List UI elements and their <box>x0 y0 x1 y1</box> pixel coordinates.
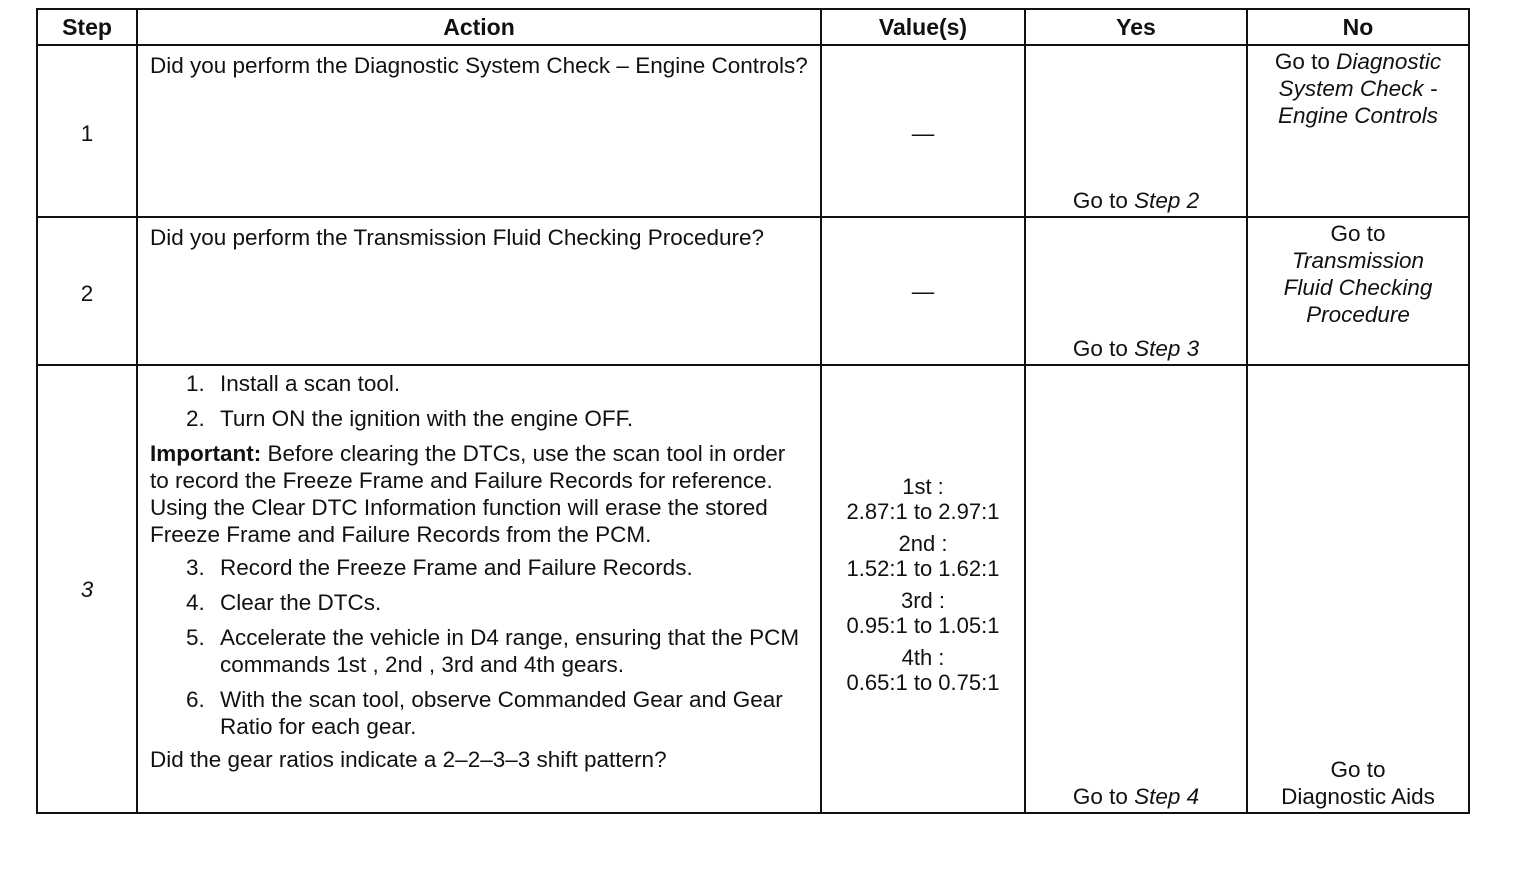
important-note <box>150 440 810 548</box>
step-number: 2 <box>80 281 94 306</box>
header-no: No <box>1247 9 1469 45</box>
no-prefix: Go to <box>1274 49 1337 74</box>
yes-target: Step 3 <box>1134 336 1200 361</box>
gear-ratio-1st: 1st : 2.87:1 to 2.97:1 <box>846 474 1000 524</box>
important-text: Before clearing the DTCs, use the scan tool in order to record the Freeze Frame and Failure Records for reference. Using the Clear DTC Information function will erase the stored Freeze Frame and Failure Records from the PCM. <box>150 441 786 547</box>
header-action: Action <box>137 9 821 45</box>
header-values: Value(s) <box>821 9 1025 45</box>
action-text: Did you perform the Transmission Fluid Checking Procedure? <box>150 225 765 250</box>
gear-ratio-4th: 4th : 0.65:1 to 0.75:1 <box>846 645 1000 695</box>
gear-ratio-values <box>822 474 1024 702</box>
no-prefix: Go to <box>1330 221 1386 246</box>
list-item: 2. Turn ON the ignition with the engine OFF. <box>186 406 634 431</box>
header-row <box>37 9 1469 45</box>
list-item: 6. With the scan tool, observe Commanded Gear and Gear Ratio for each gear. <box>186 687 783 739</box>
step-number: 1 <box>80 121 94 146</box>
important-label: Important: <box>150 441 262 466</box>
yes-link[interactable] <box>1026 335 1246 362</box>
list-item: 5. Accelerate the vehicle in D4 range, ensuring that the PCM commands 1st , 2nd , 3rd and 4th gears. <box>186 625 800 677</box>
no-link[interactable] <box>1248 220 1468 328</box>
no-target: Transmission Fluid Checking Procedure <box>1283 248 1433 327</box>
no-link[interactable] <box>1248 48 1468 129</box>
no-target: Diagnostic Aids <box>1281 784 1435 809</box>
yes-target: Step 2 <box>1134 188 1200 213</box>
table-row-step-2 <box>37 217 1469 365</box>
diagnostic-table <box>36 8 1470 814</box>
action-text: Did you perform the Diagnostic System Check – Engine Controls? <box>150 53 808 78</box>
no-target: Diagnostic System Check - Engine Controls <box>1277 49 1442 128</box>
action-cell <box>138 366 820 812</box>
yes-prefix: Go to <box>1072 784 1135 809</box>
action-steps-a <box>150 370 810 432</box>
yes-prefix: Go to <box>1072 336 1135 361</box>
header-step: Step <box>37 9 137 45</box>
gear-ratio-3rd: 3rd : 0.95:1 to 1.05:1 <box>846 588 1000 638</box>
list-item: 1. Install a scan tool. <box>186 371 401 396</box>
value-dash: — <box>911 121 935 146</box>
gear-ratio-2nd: 2nd : 1.52:1 to 1.62:1 <box>846 531 1000 581</box>
step-number: 3 <box>80 577 94 602</box>
table-row-step-3 <box>37 365 1469 813</box>
header-yes: Yes <box>1025 9 1247 45</box>
yes-prefix: Go to <box>1072 188 1135 213</box>
yes-link[interactable] <box>1026 187 1246 214</box>
action-question: Did the gear ratios indicate a 2–2–3–3 shift pattern? <box>150 747 667 772</box>
list-item: 4. Clear the DTCs. <box>186 590 382 615</box>
action-steps-b <box>150 554 810 740</box>
value-dash: — <box>911 279 935 304</box>
table-row-step-1 <box>37 45 1469 217</box>
no-prefix: Go to <box>1330 757 1386 782</box>
no-link[interactable] <box>1248 756 1468 810</box>
yes-target: Step 4 <box>1134 784 1200 809</box>
yes-link[interactable] <box>1026 783 1246 810</box>
list-item: 3. Record the Freeze Frame and Failure Records. <box>186 555 693 580</box>
